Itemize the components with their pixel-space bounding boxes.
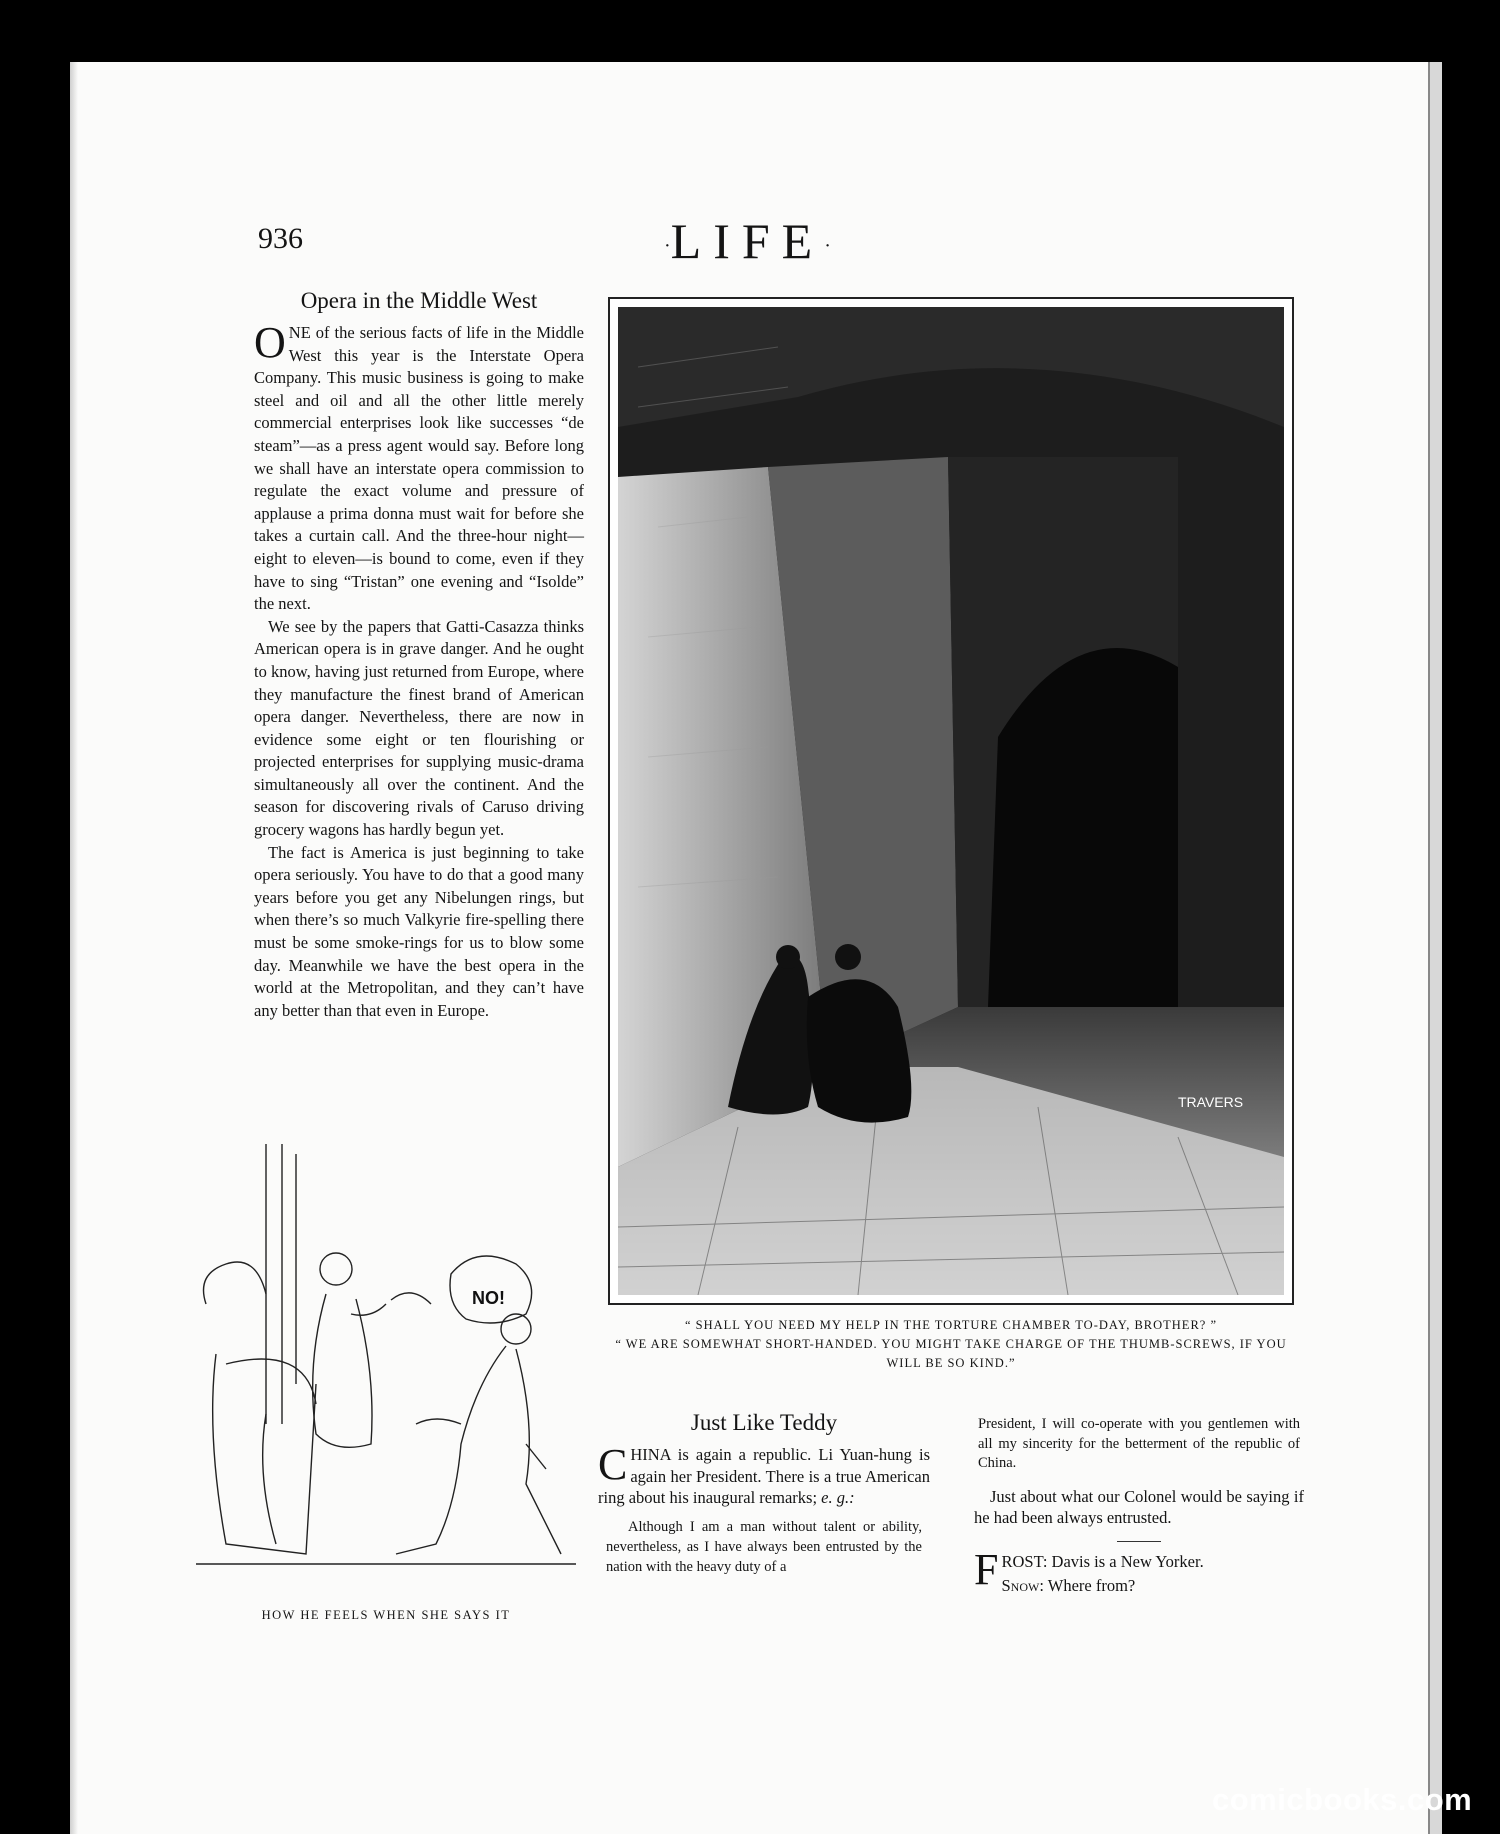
article-teddy — [598, 1410, 930, 1577]
artist-signature: TRAVERS — [1178, 1094, 1244, 1110]
illustration-drawing — [618, 307, 1284, 1295]
article-paragraph: We see by the papers that Gatti-Casazza thinks American opera is in grave danger. And he ought to know, having just returned from Europe, where they manufacture the finest brand of American opera danger. Nevertheless, there are now in evidence some eight or ten flourishing or projected enterprises for supplying music-drama simultaneously all over the continent. And the season for discovering rivals of Caruso driving grocery wagons has hardly begun yet. — [254, 616, 584, 840]
page-number: 936 — [258, 222, 303, 255]
caption-line: “ WE ARE SOMEWHAT SHORT-HANDED. YOU MIGHT TAKE CHARGE OF THE THUMB-SCREWS, IF YOU WILL BE SO KIND.” — [615, 1337, 1287, 1370]
illustration-caption — [610, 1316, 1292, 1373]
page-binding-edge — [70, 62, 78, 1834]
article-paragraph: The fact is America is just beginning to take opera seriously. You have to do that a good many years before you get any Nibelungen rings, but when there’s so much Valkyrie fire-spelling there must be some smoke-rings for us to blow some day. Meanwhile we have the best opera in the world at the Metropolitan, and they can’t have any better than that even in Europe. — [254, 842, 584, 1020]
article-title: Just Like Teddy — [690, 1410, 838, 1435]
proposal-cartoon — [196, 1124, 576, 1600]
article-paragraph: Just about what our Colonel would be saying if he had been always entrusted. — [974, 1486, 1304, 1528]
joke-speaker: ROST — [1001, 1551, 1043, 1571]
caption-line: “ SHALL YOU NEED MY HELP IN THE TORTURE CHAMBER TO-DAY, BROTHER? ” — [684, 1318, 1218, 1332]
frost-snow-joke — [974, 1544, 1304, 1598]
torture-chamber-illustration — [608, 297, 1294, 1305]
drop-cap: O — [254, 318, 286, 367]
paragraph-text: HINA is again a republic. Li Yuan-hung is again her President. There is a true American ring about his inaugural remarks; — [598, 1445, 930, 1508]
masthead-title: LIFE — [670, 213, 825, 269]
article-opera — [254, 288, 584, 1022]
speech-text: NO! — [472, 1288, 505, 1308]
joke-line — [974, 1550, 1304, 1574]
masthead-dot-left: · — [664, 235, 671, 258]
article-paragraph — [598, 1440, 930, 1509]
site-watermark: comicbooks.com — [1212, 1782, 1473, 1817]
right-column — [974, 1415, 1304, 1598]
masthead — [664, 212, 831, 270]
paragraph-italic: e. g.: — [817, 1488, 855, 1508]
drop-cap: F — [974, 1544, 999, 1594]
article-paragraph — [254, 318, 584, 616]
paragraph-text: NE of the serious facts of life in the Middle West this year is the Interstate Opera Company. This music business is going to make steel and oil and all the other little merely commercial enterprises look like successes “de steam”—as a press agent would say. Before long we shall have an interstate opera commission to regulate the exact volume and pressure of applause a prima donna must wait for before she takes a curtain call. And the three-hour night—eight to eleven—is bound to come, even if they have to sing “Tristan” one evening and “Isolde” the next. — [254, 323, 584, 614]
joke-line — [974, 1574, 1304, 1598]
article-title: Opera in the Middle West — [300, 288, 538, 313]
quoted-remarks-continued: President, I will co-operate with you gentlemen with all my sincerity for the betterment of the republic of China. — [978, 1416, 1300, 1471]
quoted-remarks: Although I am a man without talent or ability, nevertheless, as I have always been entrusted by the nation with the heavy duty of a — [606, 1518, 922, 1575]
section-divider — [1117, 1541, 1161, 1542]
joke-speaker: Snow — [1001, 1575, 1040, 1595]
joke-text: : Where from? — [1039, 1575, 1136, 1595]
cartoon-caption: HOW HE FEELS WHEN SHE SAYS IT — [261, 1608, 511, 1622]
masthead-dot-right: · — [824, 235, 831, 258]
drop-cap: C — [598, 1440, 628, 1489]
scan-border — [1442, 62, 1500, 1834]
joke-text: : Davis is a New Yorker. — [1042, 1551, 1204, 1571]
